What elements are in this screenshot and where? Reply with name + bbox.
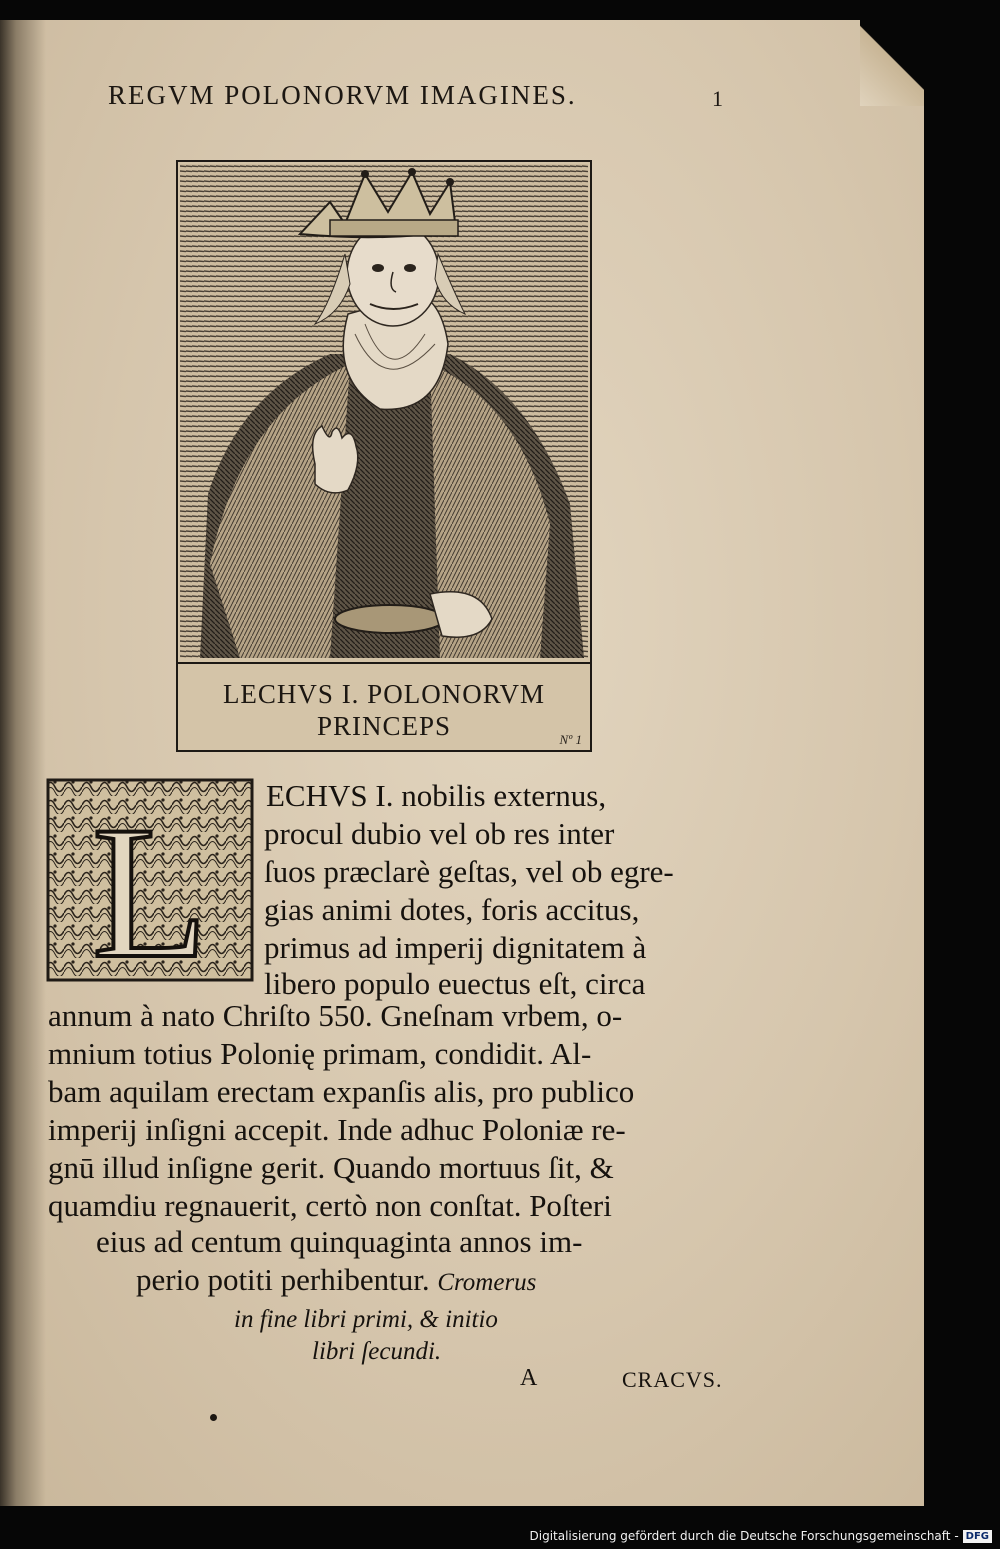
footer-credit-text: Digitalisierung gefördert durch die Deutsche Forschungsgemeinschaft -	[529, 1529, 959, 1543]
text-line: eius ad centum quinquaginta annos im-	[96, 1224, 583, 1259]
text-line: procul dubio vel ob res inter	[264, 816, 615, 851]
text-line: imperij inſigni accepit. Inde adhuc Poloniæ re-	[48, 1112, 626, 1147]
plate-number: Nº 1	[559, 732, 582, 747]
text-line: ſuos præclarè geſtas, vel ob egre-	[264, 854, 674, 889]
source-citation-author: Cromerus	[437, 1269, 537, 1296]
svg-text:L: L	[91, 788, 209, 982]
signature-mark: A	[520, 1365, 538, 1391]
ink-spot	[210, 1414, 217, 1421]
decorated-initial-letter	[46, 778, 254, 982]
text-line: primus ad imperij dignitatem à	[264, 930, 647, 965]
text-line: libero populo euectus eſt, circa	[264, 966, 646, 1001]
plate-caption	[178, 662, 590, 750]
king-portrait-image	[180, 164, 588, 662]
source-citation-line: in fine libri primi, & initio	[234, 1306, 498, 1333]
running-head: REGVM POLONORVM IMAGINES.	[108, 80, 577, 110]
text-line: quamdiu regnauerit, certò non conſtat. Poſteri	[48, 1188, 612, 1223]
text-line	[136, 1262, 536, 1301]
digitization-footer	[530, 1529, 993, 1543]
portrait-engraving	[176, 160, 592, 752]
source-citation-line: libri ſecundi.	[312, 1338, 442, 1365]
text-line: annum à nato Chriſto 550. Gneſnam vrbem, o-	[48, 998, 623, 1033]
text-line: bam aquilam erectam expanſis alis, pro publico	[48, 1074, 635, 1109]
text-line: mnium totius Polonię primam, condidit. Al-	[48, 1036, 592, 1071]
gutter-shadow	[0, 20, 46, 1506]
text-line: ECHVS I. nobilis externus,	[266, 778, 607, 813]
caption-subtitle: PRINCEPS	[316, 711, 452, 741]
folded-corner	[860, 20, 924, 106]
text-line: gnū illud inſigne gerit. Quando mortuus ſit, &	[48, 1150, 614, 1185]
text-line-content: perio potiti perhibentur.	[136, 1262, 430, 1297]
folio-number: 1	[712, 86, 723, 111]
text-line: gias animi dotes, foris accitus,	[264, 892, 640, 927]
caption-title: LECHVS I. POLONORVM	[222, 679, 546, 709]
dfg-logo: DFG	[963, 1530, 992, 1543]
catchword: CRACVS.	[622, 1367, 723, 1392]
